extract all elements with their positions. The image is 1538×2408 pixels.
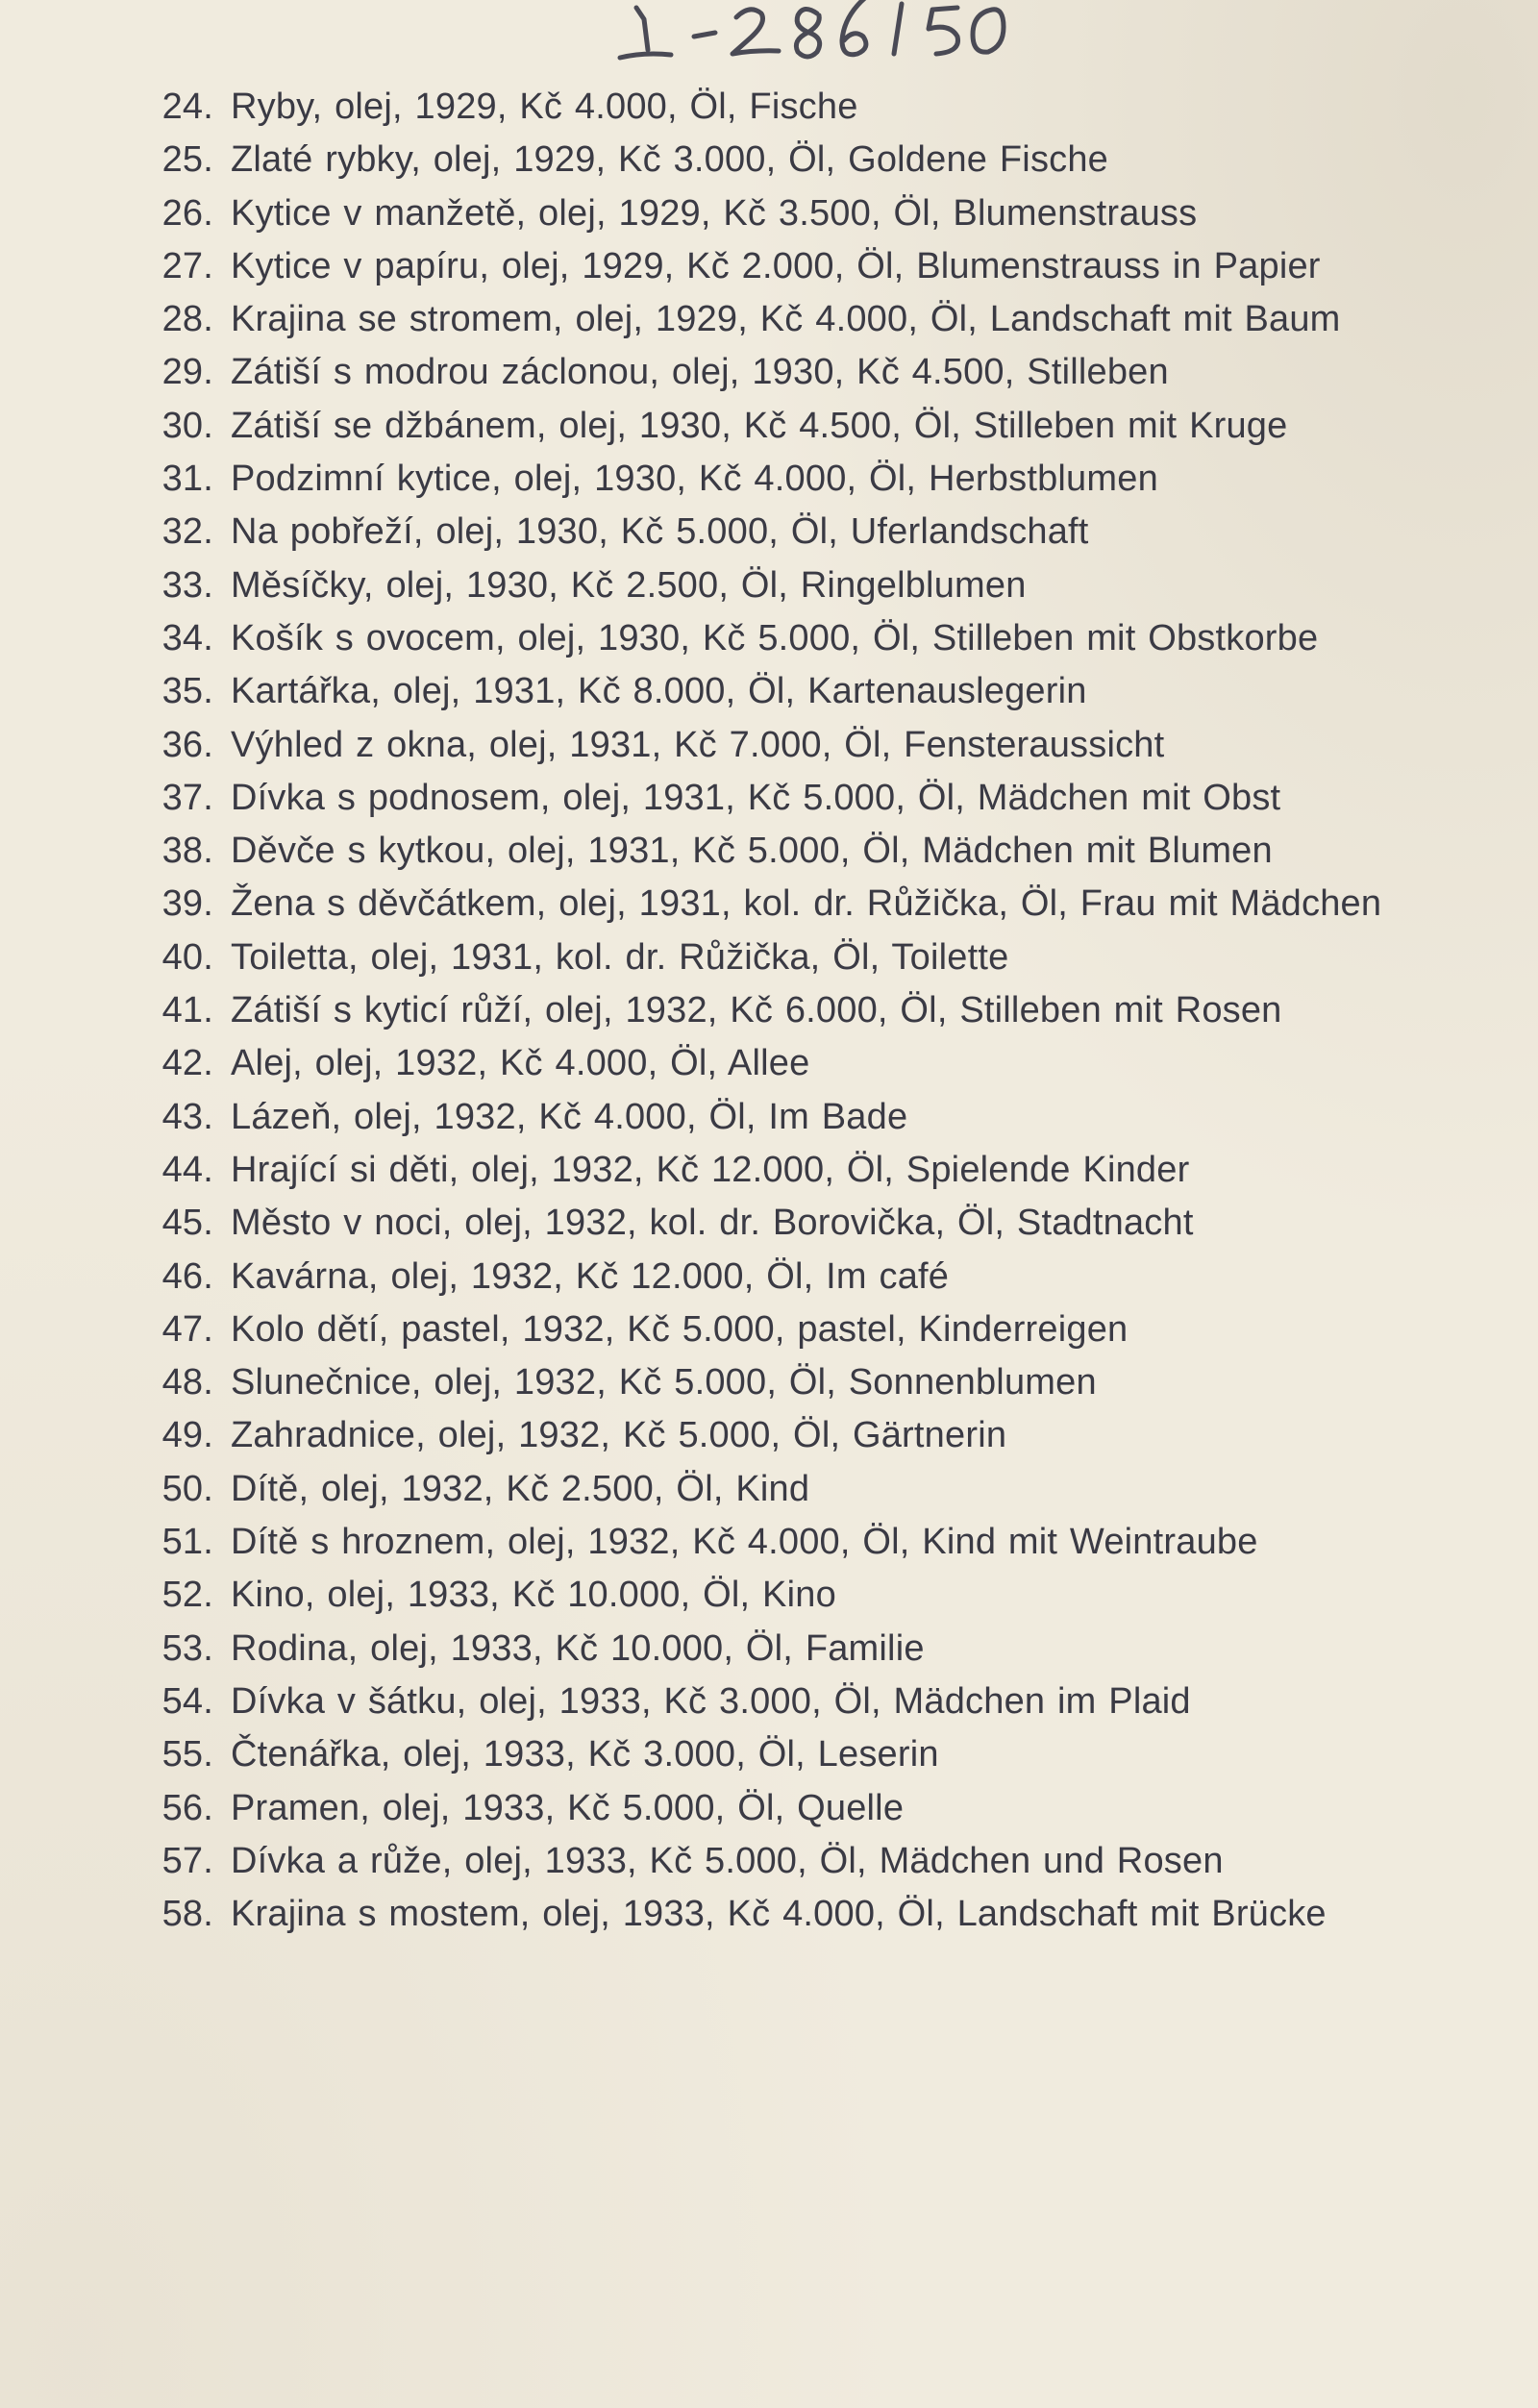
catalog-entry <box>144 1037 1447 1090</box>
entry-text: Rodina, olej, 1933, Kč 10.000, Öl, Familie <box>231 1627 925 1669</box>
entry-number: 55. <box>161 1734 213 1775</box>
catalog-entry <box>144 400 1447 453</box>
entry-number: 35. <box>161 671 213 712</box>
entry-number: 44. <box>161 1149 213 1190</box>
catalog-entry <box>144 878 1447 931</box>
entry-text: Měsíčky, olej, 1930, Kč 2.500, Öl, Ringelblumen <box>231 564 1027 606</box>
catalog-entry <box>144 1356 1447 1409</box>
entry-number: 34. <box>161 617 213 658</box>
entry-text: Dítě s hroznem, olej, 1932, Kč 4.000, Öl, Kind mit Weintraube <box>231 1522 1258 1563</box>
entry-number: 47. <box>161 1308 213 1350</box>
entry-number: 40. <box>161 936 213 978</box>
catalog-entry <box>144 1676 1447 1728</box>
entry-text: Košík s ovocem, olej, 1930, Kč 5.000, Öl, Stilleben mit Obstkorbe <box>231 617 1319 658</box>
entry-number: 31. <box>161 459 213 500</box>
entry-text: Lázeň, olej, 1932, Kč 4.000, Öl, Im Bade <box>231 1096 908 1137</box>
entry-text: Zahradnice, olej, 1932, Kč 5.000, Öl, Gärtnerin <box>231 1415 1007 1456</box>
entry-text: Krajina se stromem, olej, 1929, Kč 4.000, Öl, Landschaft mit Baum <box>231 299 1341 340</box>
entry-number: 26. <box>161 192 213 234</box>
entry-number: 51. <box>161 1522 213 1563</box>
catalog-entry <box>144 1409 1447 1462</box>
catalog-list <box>144 81 1447 1941</box>
entry-text: Hrající si děti, olej, 1932, Kč 12.000, Öl, Spielende Kinder <box>231 1149 1190 1190</box>
entry-number: 53. <box>161 1627 213 1669</box>
entry-text: Zlaté rybky, olej, 1929, Kč 3.000, Öl, Goldene Fische <box>231 139 1109 181</box>
catalog-entry <box>144 187 1447 240</box>
catalog-entry <box>144 612 1447 665</box>
entry-number: 42. <box>161 1043 213 1084</box>
catalog-entry <box>144 240 1447 293</box>
entry-number: 33. <box>161 564 213 606</box>
catalog-entry <box>144 665 1447 718</box>
entry-text: Pramen, olej, 1933, Kč 5.000, Öl, Quelle <box>231 1787 905 1828</box>
catalog-entry <box>144 1623 1447 1676</box>
catalog-entry <box>144 1569 1447 1622</box>
entry-text: Dívka a růže, olej, 1933, Kč 5.000, Öl, Mädchen und Rosen <box>231 1840 1224 1881</box>
catalog-entry <box>144 346 1447 399</box>
catalog-entry <box>144 1091 1447 1144</box>
catalog-entry <box>144 1516 1447 1569</box>
catalog-entry <box>144 506 1447 559</box>
catalog-entry <box>144 453 1447 506</box>
entry-number: 48. <box>161 1362 213 1403</box>
entry-number: 45. <box>161 1203 213 1244</box>
entry-text: Žena s děvčátkem, olej, 1931, kol. dr. Růžička, Öl, Frau mit Mädchen <box>231 883 1382 925</box>
catalog-entry <box>144 1782 1447 1835</box>
entry-text: Kytice v papíru, olej, 1929, Kč 2.000, Öl, Blumenstrauss in Papier <box>231 245 1321 286</box>
entry-text: Kolo dětí, pastel, 1932, Kč 5.000, pastel, Kinderreigen <box>231 1308 1129 1350</box>
entry-number: 37. <box>161 777 213 818</box>
entry-text: Kavárna, olej, 1932, Kč 12.000, Öl, Im café <box>231 1255 950 1297</box>
entry-text: Zátiší s kyticí růží, olej, 1932, Kč 6.000, Öl, Stilleben mit Rosen <box>231 990 1282 1031</box>
entry-text: Zátiší s modrou záclonou, olej, 1930, Kč 4.500, Stilleben <box>231 352 1169 393</box>
catalog-entry <box>144 1888 1447 1941</box>
entry-number: 25. <box>161 139 213 181</box>
entry-text: Dívka v šátku, olej, 1933, Kč 3.000, Öl, Mädchen im Plaid <box>231 1680 1191 1722</box>
catalog-entry <box>144 293 1447 346</box>
entry-text: Ryby, olej, 1929, Kč 4.000, Öl, Fische <box>231 87 858 127</box>
catalog-entry <box>144 1144 1447 1197</box>
catalog-entry <box>144 825 1447 878</box>
entry-number: 38. <box>161 831 213 872</box>
catalog-entry <box>144 1728 1447 1781</box>
entry-text: Kytice v manžetě, olej, 1929, Kč 3.500, Öl, Blumenstrauss <box>231 192 1198 234</box>
catalog-entry <box>144 1463 1447 1516</box>
entry-text: Krajina s mostem, olej, 1933, Kč 4.000, Öl, Landschaft mit Brücke <box>231 1894 1327 1935</box>
entry-number: 57. <box>161 1840 213 1881</box>
entry-text: Kino, olej, 1933, Kč 10.000, Öl, Kino <box>231 1575 836 1616</box>
entry-text: Město v noci, olej, 1932, kol. dr. Borovička, Öl, Stadtnacht <box>231 1203 1194 1244</box>
entry-number: 27. <box>161 245 213 286</box>
entry-number: 30. <box>161 405 213 446</box>
entry-number: 46. <box>161 1255 213 1297</box>
entry-number: 24. <box>161 87 213 127</box>
entry-text: Zátiší se džbánem, olej, 1930, Kč 4.500, Öl, Stilleben mit Kruge <box>231 405 1288 446</box>
catalog-entry <box>144 1303 1447 1356</box>
entry-number: 50. <box>161 1468 213 1509</box>
entry-text: Toiletta, olej, 1931, kol. dr. Růžička, Öl, Toilette <box>231 936 1009 978</box>
catalog-entry <box>144 719 1447 772</box>
catalog-entry <box>144 559 1447 612</box>
entry-number: 29. <box>161 352 213 393</box>
entry-number: 52. <box>161 1575 213 1616</box>
entry-text: Slunečnice, olej, 1932, Kč 5.000, Öl, Sonnenblumen <box>231 1362 1097 1403</box>
entry-text: Děvče s kytkou, olej, 1931, Kč 5.000, Öl, Mädchen mit Blumen <box>231 831 1273 872</box>
entry-number: 49. <box>161 1415 213 1456</box>
catalog-entry <box>144 1251 1447 1303</box>
catalog-entry <box>144 134 1447 186</box>
catalog-entry <box>144 772 1447 825</box>
entry-text: Na pobřeží, olej, 1930, Kč 5.000, Öl, Uferlandschaft <box>231 511 1089 553</box>
entry-text: Podzimní kytice, olej, 1930, Kč 4.000, Öl, Herbstblumen <box>231 459 1158 500</box>
catalog-entry <box>144 1197 1447 1250</box>
entry-number: 41. <box>161 990 213 1031</box>
entry-number: 39. <box>161 883 213 925</box>
entry-number: 54. <box>161 1680 213 1722</box>
catalog-entry <box>144 984 1447 1037</box>
catalog-entry <box>144 931 1447 984</box>
entry-number: 36. <box>161 724 213 765</box>
entry-text: Alej, olej, 1932, Kč 4.000, Öl, Allee <box>231 1043 810 1084</box>
catalog-entry <box>144 1835 1447 1888</box>
entry-number: 56. <box>161 1787 213 1828</box>
entry-text: Čtenářka, olej, 1933, Kč 3.000, Öl, Leserin <box>231 1734 939 1775</box>
entry-number: 32. <box>161 511 213 553</box>
entry-text: Výhled z okna, olej, 1931, Kč 7.000, Öl, Fensteraussicht <box>231 724 1165 765</box>
entry-number: 43. <box>161 1096 213 1137</box>
entry-text: Kartářka, olej, 1931, Kč 8.000, Öl, Kartenauslegerin <box>231 671 1087 712</box>
catalog-entry <box>144 81 1447 134</box>
entry-text: Dívka s podnosem, olej, 1931, Kč 5.000, Öl, Mädchen mit Obst <box>231 777 1281 818</box>
entry-number: 28. <box>161 299 213 340</box>
entry-number: 58. <box>161 1894 213 1935</box>
handwritten-inventory-number <box>615 0 1192 82</box>
entry-text: Dítě, olej, 1932, Kč 2.500, Öl, Kind <box>231 1468 810 1509</box>
